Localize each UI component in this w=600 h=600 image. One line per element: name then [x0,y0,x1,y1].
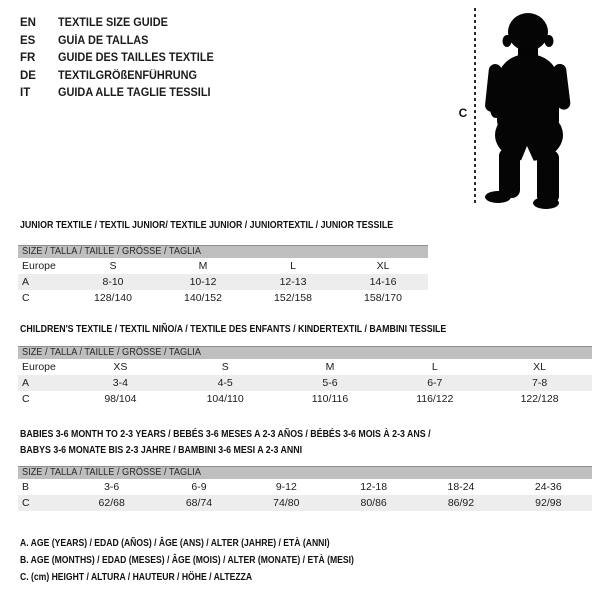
language-row-es [20,33,222,51]
size-cell: 7-8 [531,377,548,389]
size-header-bar: SIZE / TALLA / TAILLE / GRÖSSE / TAGLIA [18,466,592,479]
size-cell: 80/86 [360,497,387,509]
size-cell: 18-24 [447,481,475,493]
babies-textile-table [18,426,592,511]
language-code: DE [20,69,36,82]
size-cell: 6-7 [427,377,443,389]
table-row [18,258,428,274]
height-measure-label: C [458,106,468,120]
size-cell: 12-13 [279,276,307,288]
row-label: C [22,292,30,304]
footnotes [20,535,427,586]
language-title: GUÍA DE TALLAS [58,34,149,47]
size-cell: 152/158 [274,292,312,304]
row-label: C [22,393,30,405]
language-row-de [20,68,222,86]
table-title: JUNIOR TEXTILE / TEXTIL JUNIOR/ TEXTILE JUNIOR / JUNIORTEXTIL / JUNIOR TESSILE [20,219,394,231]
size-cell: S [221,361,229,373]
size-cell: 12-18 [360,481,388,493]
size-cell: 68/74 [185,497,213,509]
table-row [18,479,592,495]
size-header-bar: SIZE / TALLA / TAILLE / GRÖSSE / TAGLIA [18,245,428,258]
size-cell: 128/140 [94,292,132,304]
size-cell: 98/104 [104,393,137,405]
language-title: TEXTILE SIZE GUIDE [58,17,168,29]
size-cell: 62/68 [98,497,125,509]
language-title: GUIDA ALLE TAGLIE TESSILI [58,87,211,99]
language-title: GUIDE DES TAILLES TEXTILE [58,52,214,64]
table-row [18,359,592,375]
language-title: TEXTILGRÖßENFÜHRUNG [58,69,197,82]
size-cell: 140/152 [184,292,222,304]
table-row [18,274,428,290]
children-textile-table [18,322,592,407]
size-cell: XL [376,260,390,272]
footnote: A. AGE (YEARS) / EDAD (AÑOS) / ÂGE (ANS) / ALTER (JAHRE) / ETÀ (ANNI) [20,537,330,549]
size-cell: 4-5 [217,377,233,389]
size-cell: 24-36 [534,481,562,493]
size-cell: M [325,361,335,373]
size-cell: 10-12 [189,276,217,288]
size-cell: 6-9 [191,481,207,493]
row-label: B [22,481,30,493]
row-label: Europe [22,361,56,373]
size-header-bar: SIZE / TALLA / TAILLE / GRÖSSE / TAGLIA [18,346,592,359]
size-cell: XL [533,361,546,373]
size-cell: 8-10 [102,276,124,288]
row-label: A [22,377,30,389]
size-cell: 92/98 [535,497,562,509]
size-cell: XS [113,361,128,373]
size-cell: 3-4 [112,377,128,389]
table-row [18,391,592,407]
size-cell: 110/116 [311,393,349,405]
language-code: FR [20,52,36,64]
language-row-it [20,85,222,103]
size-cell: M [198,260,208,272]
size-cell: S [109,260,117,272]
table-row [18,495,592,511]
language-code: EN [20,17,36,29]
table-row [18,375,592,391]
size-cell: L [431,361,438,373]
language-code: IT [20,87,31,99]
junior-textile-table [18,218,428,306]
size-cell: 116/122 [416,393,454,405]
size-cell: 3-6 [104,481,120,493]
size-cell: 5-6 [322,377,338,389]
row-label: Europe [22,260,56,272]
size-cell: 14-16 [369,276,397,288]
row-label: C [22,497,30,509]
language-row-en [20,15,222,33]
size-cell: 104/110 [206,393,244,405]
table-title: CHILDREN'S TEXTILE / TEXTIL NIÑO/A / TEXTILE DES ENFANTS / KINDERTEXTIL / BAMBINI TESSILE [20,323,447,335]
baby-silhouette-icon [482,8,572,210]
size-cell: 158/170 [364,292,402,304]
size-cell: 9-12 [275,481,297,493]
table-title: BABIES 3-6 MONTH TO 2-3 YEARS / BEBÉS 3-6 MESES A 2-3 AÑOS / BÉBÉS 3-6 MOIS À 2-3 ANS / BABYS 3-6 MONATE BIS 2-3 JAHRE / BAMBINI 3-6 MESI A 2-3 ANNI [20,428,431,456]
language-row-fr [20,50,222,68]
row-label: A [22,276,30,288]
size-cell: 86/92 [447,497,475,509]
footnote: B. AGE (MONTHS) / EDAD (MESES) / ÂGE (MOIS) / ALTER (MONATE) / ETÀ (MESI) [20,554,354,566]
table-row [18,290,428,306]
height-measure-dashed-line [474,8,476,206]
language-header [20,15,222,103]
size-cell: 122/128 [520,393,559,405]
size-cell: L [290,260,296,272]
size-cell: 74/80 [273,497,300,509]
language-code: ES [20,34,36,47]
footnote: C. (cm) HEIGHT / ALTURA / HAUTEUR / HÖHE / ALTEZZA [20,571,253,583]
